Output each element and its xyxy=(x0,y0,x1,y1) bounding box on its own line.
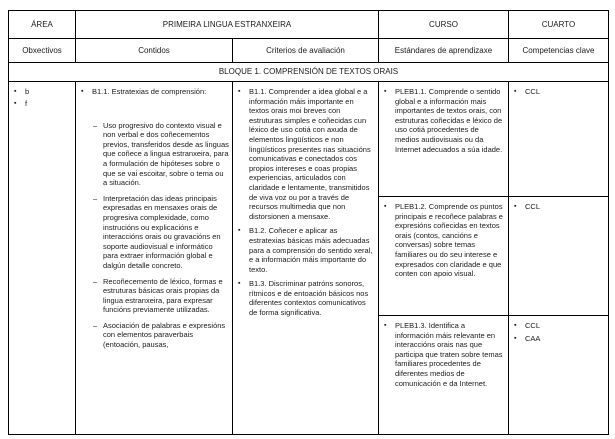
competencias-cell xyxy=(509,82,608,197)
bullet-icon: ▪ xyxy=(384,203,387,210)
competencia-text: CAA xyxy=(525,333,541,343)
estandar-cell xyxy=(379,197,509,316)
bullet-icon: ▪ xyxy=(14,88,17,95)
criterio-item xyxy=(238,87,375,221)
dash-icon: – xyxy=(93,120,98,130)
competencia-text: CCL xyxy=(525,87,541,96)
bullet-icon: ▪ xyxy=(238,280,241,288)
competencia-item xyxy=(514,87,605,97)
curso-value-text: CUARTO xyxy=(541,19,576,29)
column-header-criterios xyxy=(233,39,379,63)
col-estandares-text: Estándares de aprendizaxe xyxy=(394,45,493,55)
bloque-title-text: BLOQUE 1. COMPRENSIÓN DE TEXTOS ORAIS xyxy=(218,67,399,77)
contido-subitem-text: Interpretación das ideas principais expresadas en mensaxes orais de progresiva complexidade, como instrucións ou explicacións e interaccións orais ou gravacións en soporte audiovisual e informático para extraer información global e dalgún detalle concreto. xyxy=(103,193,221,270)
bullet-icon: ▪ xyxy=(238,227,241,235)
contido-subitem-text: Asociación de palabras e expresións con elementos paraverbais (entoación, pausas, xyxy=(103,320,226,350)
column-header-obxectivos xyxy=(9,39,76,63)
contido-subitem-text: Recoñecemento de léxico, formas e estruturas básicas orais propias da lingua estranxeira, para expresar funcións previamente utilizadas. xyxy=(103,276,223,315)
header-area-label xyxy=(9,11,76,39)
col-criterios-text: Criterios de avaliación xyxy=(266,45,345,55)
estandar-item xyxy=(384,321,505,388)
criterio-text: B1.3. Discriminar patróns sonoros, rítmicos e de entoación básicos nos diferentes contextos comunicativos de forma significativa. xyxy=(249,279,369,318)
bullet-icon: ▪ xyxy=(384,322,387,329)
competencia-text: CCL xyxy=(525,202,541,211)
col-competencias-text: Competencias clave xyxy=(522,45,595,55)
criterio-text: B1.2. Coñecer e aplicar as estratexias básicas máis adecuadas para a comprensión do sentido xeral, e a información máis importante do texto. xyxy=(249,226,373,274)
criterio-text: B1.1. Comprender a idea global e a información máis importante en textos orais moi breves con estruturas simples e coñecidas cun léxico de uso cotiá con axuda de elementos lingüísticos e non lingüísticos presentes nas situacións comunicativas e conectados cos propios intereses e coas propias experiencias, articulados con claridade e lentamente, transmitidos de viva voz ou por a través de recursos multimedia que non distorsionen a mensaxe. xyxy=(249,87,371,221)
criterio-item xyxy=(238,279,375,317)
estandar-text: PLEB1.3. Identifica a información máis relevante en interaccións orais nas que participa que traten sobre temas familiares procedentes de diferentes medios de comunicación e da Internet. xyxy=(395,321,503,388)
estandar-text: PLEB1.1. Comprende o sentido global e a información mais importantes de textos orais, con estruturas coñecidas e léxico de uso cotiá procedentes de medios audiovisuais ou da Internet adecuados a súa idade. xyxy=(395,87,503,154)
curriculum-table xyxy=(8,10,609,435)
competencia-item xyxy=(514,334,605,344)
obxectivo-text: b xyxy=(25,87,30,96)
contido-subitem xyxy=(93,277,229,315)
contido-subitem-text: Uso progresivo do contexto visual e non verbal e dos coñecementos previos, transferidos desde as linguas que coñece a lingua estranxeira, para a formulación de hipóteses sobre o que se vai escoitar, sobre o tema ou a situación. xyxy=(103,120,229,188)
dash-icon: – xyxy=(93,276,98,286)
estandar-item xyxy=(384,87,505,154)
bullet-icon: ▪ xyxy=(514,322,517,329)
contido-lead-item xyxy=(81,87,229,97)
bloque-title-row xyxy=(9,63,608,82)
contidos-cell xyxy=(76,82,233,434)
bullet-icon: ▪ xyxy=(238,88,241,95)
contido-lead-text: B1.1. Estratexias de comprensión: xyxy=(92,87,207,96)
obxectivo-item xyxy=(14,99,72,109)
estandar-cell xyxy=(379,82,509,197)
subject-text: PRIMEIRA LINGUA ESTRANXEIRA xyxy=(162,19,292,29)
contido-subitem xyxy=(93,121,229,188)
curso-label-text: CURSO xyxy=(429,19,458,29)
header-curso-value xyxy=(509,11,608,39)
bullet-icon: ▪ xyxy=(514,203,517,210)
col-obxectivos-text: Obxectivos xyxy=(22,45,62,55)
competencias-cell xyxy=(509,316,608,434)
bullet-icon: ▪ xyxy=(514,88,517,95)
bullet-icon: ▪ xyxy=(514,334,517,342)
column-header-contidos xyxy=(76,39,233,63)
area-label-text: ÁREA xyxy=(31,19,53,29)
obxectivo-text: f xyxy=(25,98,28,108)
competencias-cell xyxy=(509,197,608,316)
contido-subitem xyxy=(93,194,229,271)
criterios-cell xyxy=(233,82,379,434)
column-header-competencias xyxy=(509,39,608,63)
competencia-item xyxy=(514,321,605,331)
column-header-estandares xyxy=(379,39,509,63)
dash-icon: – xyxy=(93,320,98,330)
estandar-cell xyxy=(379,316,509,434)
competencia-text: CCL xyxy=(525,321,541,330)
obxectivos-cell xyxy=(9,82,76,434)
competencia-item xyxy=(514,202,605,212)
estandar-item xyxy=(384,202,505,279)
header-curso-label xyxy=(379,11,509,39)
obxectivo-item xyxy=(14,87,72,97)
bullet-icon: ▪ xyxy=(384,88,387,95)
bullet-icon: ▪ xyxy=(81,88,84,95)
criterio-item xyxy=(238,226,375,274)
estandar-text: PLEB1.2. Comprende os puntos principais e recoñece palabras e expresións coñecidas en textos orais (contos, cancións e conversas) sobre temas familiares ou do seu interese e expresados con claridade e que conten con apoio visual. xyxy=(395,202,503,279)
contido-subitem xyxy=(93,321,229,350)
bullet-icon: ▪ xyxy=(14,99,17,107)
dash-icon: – xyxy=(93,193,98,203)
col-contidos-text: Contidos xyxy=(138,45,170,55)
header-subject xyxy=(76,11,379,39)
